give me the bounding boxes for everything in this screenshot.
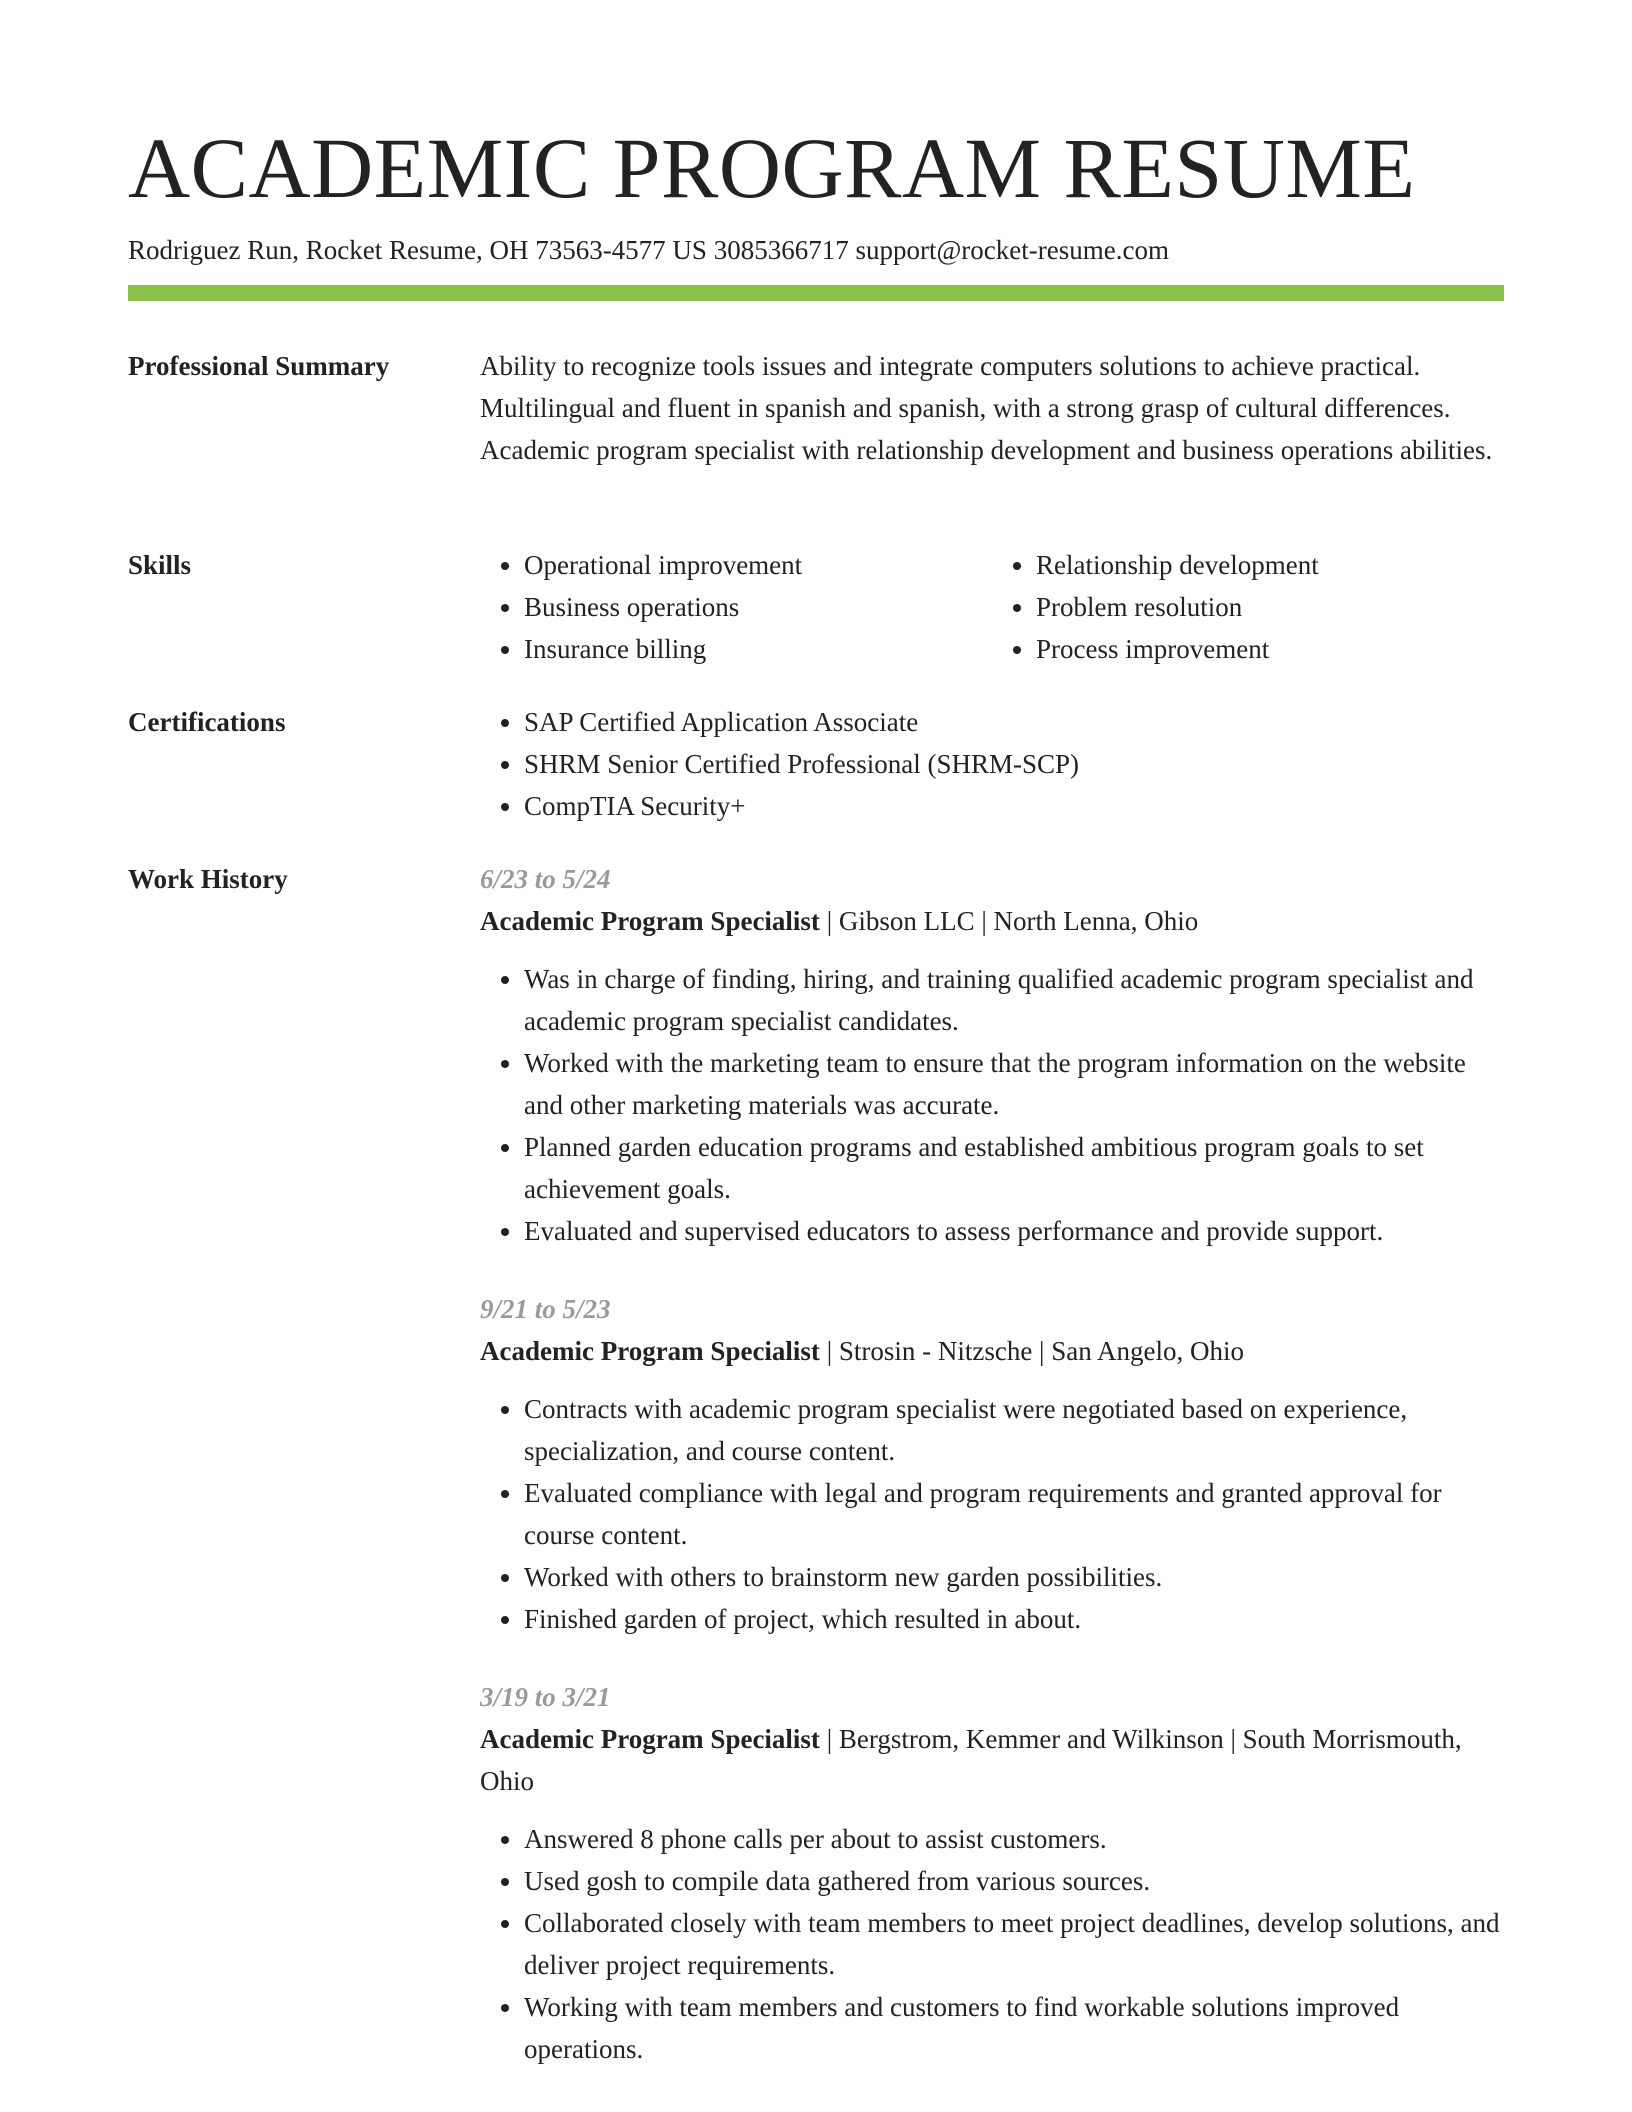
job-bullet: • Answered 8 phone calls per about to assist customers. xyxy=(524,1818,1504,1860)
skill-item: • Business operations xyxy=(524,586,992,628)
skill-item: • Relationship development xyxy=(1036,544,1504,586)
job-details: | Bergstrom, Kemmer and Wilkinson | South Morrismouth, Ohio xyxy=(480,1724,1462,1796)
job-bullets xyxy=(480,1388,1504,1640)
job-bullet: • Planned garden education programs and established ambitious program goals to set achievement goals. xyxy=(524,1126,1504,1210)
certifications-list xyxy=(480,701,1504,827)
skill-item: • Process improvement xyxy=(1036,628,1504,670)
job-bullet: • Was in charge of finding, hiring, and training qualified academic program specialist and academic program specialist candidates. xyxy=(524,958,1504,1042)
job-entry xyxy=(480,1288,1504,1640)
job-bullet: • Working with team members and customers to find workable solutions improved operations. xyxy=(524,1986,1504,2070)
skill-item: • Operational improvement xyxy=(524,544,992,586)
job-bullet: • Finished garden of project, which resulted in about. xyxy=(524,1598,1504,1640)
summary-text: Ability to recognize tools issues and integrate computers solutions to achieve practical. Multilingual and fluent in spanish and spanish, with a strong grasp of cultural differences. Academic program specialist with relationship development and business operations abilities. xyxy=(480,351,1493,465)
job-heading xyxy=(480,900,1504,942)
job-bullet: • Worked with others to brainstorm new garden possibilities. xyxy=(524,1556,1504,1598)
summary-content xyxy=(480,345,1504,471)
certification-item: • SAP Certified Application Associate xyxy=(524,701,1504,743)
job-dates: 6/23 to 5/24 xyxy=(480,864,611,894)
skills-list-left xyxy=(480,544,992,670)
job-bullets xyxy=(480,958,1504,1252)
summary-label: Professional Summary xyxy=(128,351,390,381)
resume-title: ACADEMIC PROGRAM RESUME xyxy=(128,120,1416,216)
job-bullet: • Contracts with academic program specialist were negotiated based on experience, specialization, and course content. xyxy=(524,1388,1504,1472)
certification-item: • CompTIA Security+ xyxy=(524,785,1504,827)
skills-content xyxy=(480,544,1504,670)
resume-header xyxy=(128,118,1504,268)
job-heading xyxy=(480,1718,1504,1802)
job-title: Academic Program Specialist xyxy=(480,1336,820,1366)
contact-info: Rodriguez Run, Rocket Resume, OH 73563-4577 US 3085366717 support@rocket-resume.com xyxy=(128,235,1169,265)
work-history-label: Work History xyxy=(128,864,288,894)
job-title: Academic Program Specialist xyxy=(480,906,820,936)
certifications-content xyxy=(480,701,1504,827)
certifications-label: Certifications xyxy=(128,707,286,737)
job-bullets xyxy=(480,1818,1504,2070)
job-bullet: • Evaluated compliance with legal and program requirements and granted approval for course content. xyxy=(524,1472,1504,1556)
job-heading xyxy=(480,1330,1504,1372)
job-dates: 3/19 to 3/21 xyxy=(480,1682,611,1712)
job-entry xyxy=(480,858,1504,1252)
job-title: Academic Program Specialist xyxy=(480,1724,820,1754)
work-history-content xyxy=(480,858,1504,2106)
skills-list-right xyxy=(992,544,1504,670)
job-bullet: • Evaluated and supervised educators to assess performance and provide support. xyxy=(524,1210,1504,1252)
job-entry xyxy=(480,1676,1504,2070)
job-details: | Gibson LLC | North Lenna, Ohio xyxy=(819,906,1199,936)
job-bullet: • Collaborated closely with team members to meet project deadlines, develop solutions, and deliver project requirements. xyxy=(524,1902,1504,1986)
certification-item: • SHRM Senior Certified Professional (SHRM-SCP) xyxy=(524,743,1504,785)
accent-divider xyxy=(128,285,1504,301)
skill-item: • Problem resolution xyxy=(1036,586,1504,628)
job-details: | Strosin - Nitzsche | San Angelo, Ohio xyxy=(819,1336,1244,1366)
job-bullet: • Worked with the marketing team to ensure that the program information on the website and other marketing materials was accurate. xyxy=(524,1042,1504,1126)
job-bullet: • Used gosh to compile data gathered from various sources. xyxy=(524,1860,1504,1902)
skills-label: Skills xyxy=(128,550,192,580)
skill-item: • Insurance billing xyxy=(524,628,992,670)
job-dates: 9/21 to 5/23 xyxy=(480,1294,611,1324)
